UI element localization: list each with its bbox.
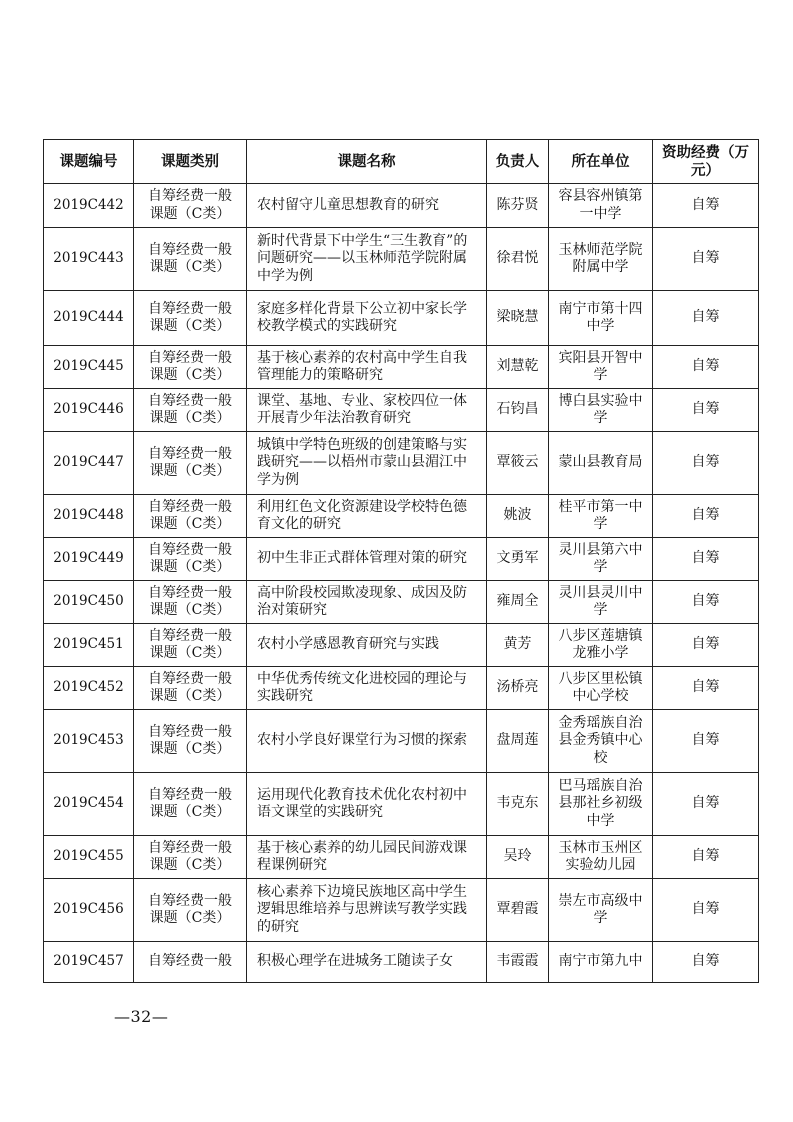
cell-name: 利用红色文化资源建设学校特色德育文化的研究 [247, 495, 487, 538]
cell-type: 自筹经费一般课题（C类） [134, 667, 247, 710]
cell-funding: 自筹 [653, 773, 759, 836]
cell-type: 自筹经费一般课题（C类） [134, 624, 247, 667]
cell-funding: 自筹 [653, 228, 759, 291]
cell-leader: 盘周莲 [487, 710, 549, 773]
table-row [44, 773, 759, 836]
cell-name: 中华优秀传统文化进校园的理论与实践研究 [247, 667, 487, 710]
cell-leader: 徐君悦 [487, 228, 549, 291]
cell-leader: 文勇军 [487, 538, 549, 581]
cell-name: 核心素养下边境民族地区高中学生逻辑思维培养与思辨读写教学实践的研究 [247, 879, 487, 942]
cell-unit: 八步区莲塘镇龙雅小学 [549, 624, 653, 667]
header-type: 课题类别 [134, 140, 247, 184]
header-name: 课题名称 [247, 140, 487, 184]
cell-type: 自筹经费一般课题（C类） [134, 538, 247, 581]
cell-funding: 自筹 [653, 879, 759, 942]
cell-type: 自筹经费一般课题（C类） [134, 581, 247, 624]
table-row [44, 667, 759, 710]
cell-type: 自筹经费一般课题（C类） [134, 836, 247, 879]
cell-type: 自筹经费一般 [134, 942, 247, 983]
cell-code: 2019C446 [44, 389, 134, 432]
cell-unit: 容县容州镇第一中学 [549, 184, 653, 228]
table-row [44, 346, 759, 389]
cell-leader: 汤桥亮 [487, 667, 549, 710]
cell-type: 自筹经费一般课题（C类） [134, 710, 247, 773]
cell-unit: 桂平市第一中学 [549, 495, 653, 538]
cell-type: 自筹经费一般课题（C类） [134, 291, 247, 346]
cell-code: 2019C449 [44, 538, 134, 581]
cell-code: 2019C451 [44, 624, 134, 667]
cell-unit: 南宁市第九中 [549, 942, 653, 983]
cell-type: 自筹经费一般课题（C类） [134, 184, 247, 228]
table-row [44, 389, 759, 432]
cell-funding: 自筹 [653, 710, 759, 773]
table-row [44, 710, 759, 773]
cell-code: 2019C442 [44, 184, 134, 228]
cell-unit: 玉林师范学院附属中学 [549, 228, 653, 291]
header-code: 课题编号 [44, 140, 134, 184]
cell-type: 自筹经费一般课题（C类） [134, 495, 247, 538]
cell-funding: 自筹 [653, 667, 759, 710]
cell-type: 自筹经费一般课题（C类） [134, 346, 247, 389]
cell-funding: 自筹 [653, 624, 759, 667]
cell-code: 2019C457 [44, 942, 134, 983]
table-row [44, 291, 759, 346]
cell-name: 基于核心素养的农村高中学生自我管理能力的策略研究 [247, 346, 487, 389]
cell-leader: 黄芳 [487, 624, 549, 667]
cell-code: 2019C454 [44, 773, 134, 836]
cell-leader: 刘慧乾 [487, 346, 549, 389]
cell-funding: 自筹 [653, 495, 759, 538]
header-unit: 所在单位 [549, 140, 653, 184]
cell-leader: 覃筱云 [487, 432, 549, 495]
cell-name: 农村小学良好课堂行为习惯的探索 [247, 710, 487, 773]
table-row [44, 942, 759, 983]
table-row [44, 836, 759, 879]
cell-type: 自筹经费一般课题（C类） [134, 389, 247, 432]
cell-leader: 吴玲 [487, 836, 549, 879]
cell-code: 2019C455 [44, 836, 134, 879]
cell-unit: 南宁市第十四中学 [549, 291, 653, 346]
table-row [44, 184, 759, 228]
cell-code: 2019C448 [44, 495, 134, 538]
cell-unit: 金秀瑶族自治县金秀镇中心校 [549, 710, 653, 773]
cell-code: 2019C444 [44, 291, 134, 346]
table-row [44, 538, 759, 581]
cell-name: 高中阶段校园欺凌现象、成因及防治对策研究 [247, 581, 487, 624]
cell-leader: 韦霞霞 [487, 942, 549, 983]
table-row [44, 879, 759, 942]
cell-leader: 石钧昌 [487, 389, 549, 432]
cell-leader: 梁晓慧 [487, 291, 549, 346]
cell-leader: 韦克东 [487, 773, 549, 836]
cell-unit: 灵川县灵川中学 [549, 581, 653, 624]
table-row [44, 432, 759, 495]
cell-name: 基于核心素养的幼儿园民间游戏课程课例研究 [247, 836, 487, 879]
cell-type: 自筹经费一般课题（C类） [134, 879, 247, 942]
cell-type: 自筹经费一般课题（C类） [134, 432, 247, 495]
cell-code: 2019C443 [44, 228, 134, 291]
cell-funding: 自筹 [653, 291, 759, 346]
cell-unit: 蒙山县教育局 [549, 432, 653, 495]
table-body [44, 184, 759, 983]
cell-code: 2019C447 [44, 432, 134, 495]
cell-name: 积极心理学在进城务工随读子女 [247, 942, 487, 983]
header-funding: 资助经费（万元） [653, 140, 759, 184]
page-number: —32— [114, 1007, 169, 1026]
cell-name: 家庭多样化背景下公立初中家长学校教学模式的实践研究 [247, 291, 487, 346]
cell-funding: 自筹 [653, 942, 759, 983]
cell-name: 农村留守儿童思想教育的研究 [247, 184, 487, 228]
cell-code: 2019C456 [44, 879, 134, 942]
cell-name: 初中生非正式群体管理对策的研究 [247, 538, 487, 581]
cell-name: 课堂、基地、专业、家校四位一体开展青少年法治教育研究 [247, 389, 487, 432]
cell-name: 农村小学感恩教育研究与实践 [247, 624, 487, 667]
cell-funding: 自筹 [653, 432, 759, 495]
cell-funding: 自筹 [653, 581, 759, 624]
cell-type: 自筹经费一般课题（C类） [134, 773, 247, 836]
cell-leader: 覃碧霞 [487, 879, 549, 942]
cell-funding: 自筹 [653, 389, 759, 432]
cell-unit: 宾阳县开智中学 [549, 346, 653, 389]
cell-leader: 陈芬贤 [487, 184, 549, 228]
project-table [43, 139, 759, 983]
cell-name: 运用现代化教育技术优化农村初中语文课堂的实践研究 [247, 773, 487, 836]
cell-code: 2019C452 [44, 667, 134, 710]
cell-name: 新时代背景下中学生“三生教育”的问题研究——以玉林师范学院附属中学为例 [247, 228, 487, 291]
table-row [44, 581, 759, 624]
cell-unit: 博白县实验中学 [549, 389, 653, 432]
table-row [44, 228, 759, 291]
cell-funding: 自筹 [653, 346, 759, 389]
cell-unit: 灵川县第六中学 [549, 538, 653, 581]
cell-leader: 雍周全 [487, 581, 549, 624]
cell-name: 城镇中学特色班级的创建策略与实践研究——以梧州市蒙山县湄江中学为例 [247, 432, 487, 495]
cell-unit: 崇左市高级中学 [549, 879, 653, 942]
cell-type: 自筹经费一般课题（C类） [134, 228, 247, 291]
cell-code: 2019C453 [44, 710, 134, 773]
header-leader: 负责人 [487, 140, 549, 184]
cell-funding: 自筹 [653, 836, 759, 879]
cell-funding: 自筹 [653, 538, 759, 581]
table-row [44, 495, 759, 538]
header-row [44, 140, 759, 184]
cell-unit: 巴马瑶族自治县那社乡初级中学 [549, 773, 653, 836]
cell-leader: 姚波 [487, 495, 549, 538]
cell-unit: 八步区里松镇中心学校 [549, 667, 653, 710]
cell-code: 2019C445 [44, 346, 134, 389]
cell-code: 2019C450 [44, 581, 134, 624]
table-row [44, 624, 759, 667]
cell-unit: 玉林市玉州区实验幼儿园 [549, 836, 653, 879]
cell-funding: 自筹 [653, 184, 759, 228]
